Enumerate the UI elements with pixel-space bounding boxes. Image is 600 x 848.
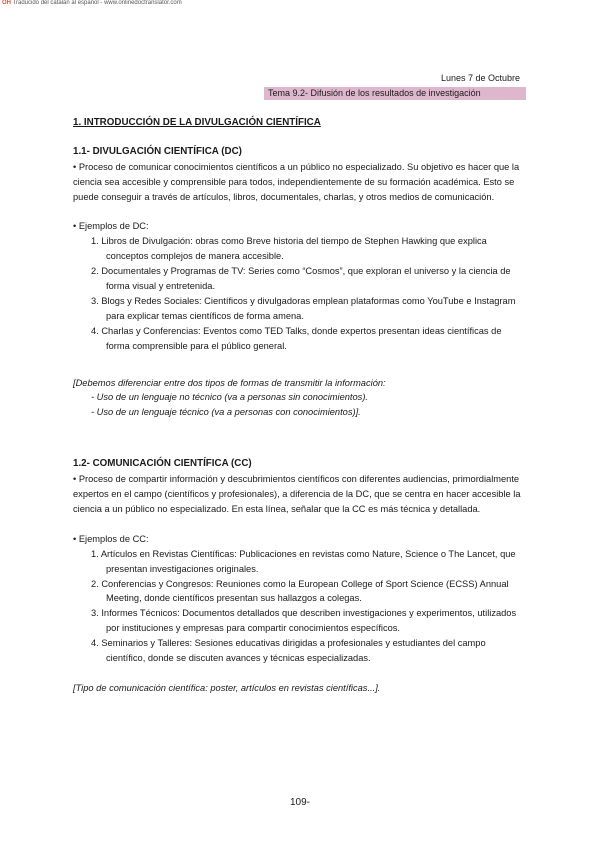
document-body (73, 116, 523, 696)
cc-note: [Tipo de comunicación científica: poster, artículos en revistas científicas...]. (73, 682, 381, 693)
cc-definition: • Proceso de compartir información y descubrimientos científicos con diferentes audiencias, primordialmente expertos en el campo (científicos y profesionales), a diferencia de la DC, que se centra en hacer accesible la ciencia a un público no especializado. En esta línea, señalar que la CC es más técnica y detallada. (73, 474, 521, 515)
cc-examples-list (73, 547, 523, 666)
list-item: 2. Conferencias y Congresos: Reuniones como la European College of Sport Science (ECSS) Annual Meeting, donde científicos presentan sus hallazgos a colegas. (91, 578, 509, 604)
list-item: 1. Artículos en Revistas Científicas: Publicaciones en revistas como Nature, Science o The Lancet, que presentan investigaciones originales. (91, 548, 516, 574)
cc-examples-label: • Ejemplos de CC: (73, 533, 149, 544)
dc-examples-label: • Ejemplos de DC: (73, 221, 149, 232)
dc-examples-list (73, 234, 523, 353)
dc-note-intro: [Debemos diferenciar entre dos tipos de formas de transmitir la información: (73, 377, 386, 388)
page-date: Lunes 7 de Octubre (440, 73, 520, 83)
list-item: 2. Documentales y Programas de TV: Series como “Cosmos”, que exploran el universo y la ciencia de forma visual y entretenida. (91, 266, 511, 292)
list-item: 4. Charlas y Conferencias: Eventos como TED Talks, donde expertos presentan ideas científicas de forma comprensible para el público general. (91, 325, 502, 351)
section-title: 1. INTRODUCCIÓN DE LA DIVULGACIÓN CIENTÍFICA (73, 117, 321, 128)
list-item: 3. Informes Técnicos: Documentos detallados que describen investigaciones y experimentos, utilizados por instituciones y empresas para compartir conocimientos específicos. (91, 608, 517, 634)
dc-note-item: - Uso de un lenguaje no técnico (va a personas sin conocimientos). (91, 392, 368, 403)
dc-note-item: - Uso de un lenguaje técnico (va a personas con conocimientos)]. (91, 407, 361, 418)
translator-watermark (2, 0, 182, 6)
topic-highlight: Tema 9.2- Difusión de los resultados de investigación (264, 87, 526, 100)
list-item: 1. Libros de Divulgación: obras como Breve historia del tiempo de Stephen Hawking que explica conceptos complejos de manera accesible. (91, 236, 487, 262)
translator-logo: OH (2, 0, 11, 6)
subsection-title-dc: 1.1- DIVULGACIÓN CIENTÍFICA (DC) (73, 145, 242, 157)
subsection-title-cc: 1.2- COMUNICACIÓN CIENTÍFICA (CC) (73, 458, 252, 470)
list-item: 4. Seminarios y Talleres: Sesiones educativas dirigidas a profesionales y estudiantes del campo científico, donde se discuten avances y técnicas especializadas. (91, 638, 486, 664)
watermark-text: Traducido del catalán al español - www.onlinedoctranslator.com (12, 0, 182, 6)
list-item: 3. Blogs y Redes Sociales: Científicos y divulgadoras emplean plataformas como YouTube e Instagram para explicar temas científicos de forma amena. (91, 295, 516, 321)
dc-definition: • Proceso de comunicar conocimientos científicos a un público no especializado. Su objetivo es hacer que la ciencia sea accesible y comprensible para todos, independientemente de su formación académica. Esto se puede conseguir a través de artículos, libros, documentales, charlas, y otros medios de comunicación. (73, 161, 520, 202)
page-number: 109- (289, 797, 310, 808)
